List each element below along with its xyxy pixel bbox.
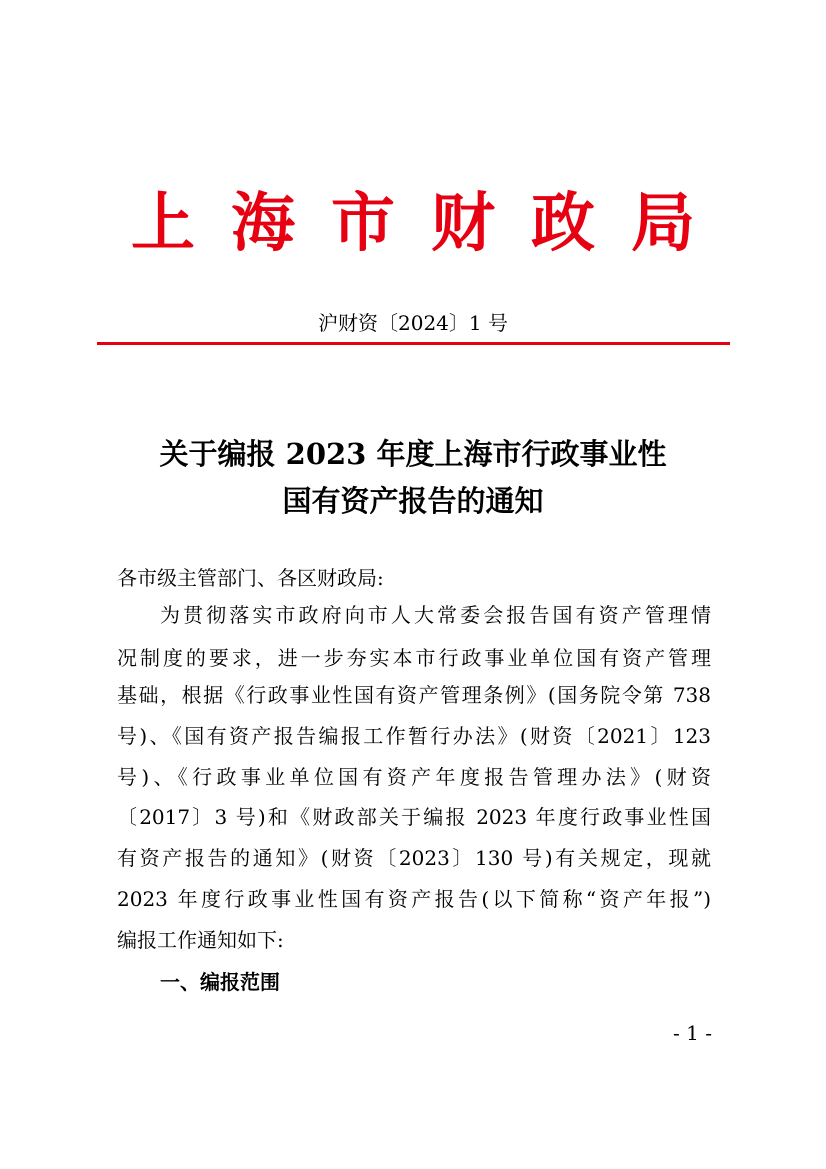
document-number: 沪财资〔2024〕1 号 (318, 311, 508, 335)
paragraph-line: 号)、《国有资产报告编报工作暂行办法》(财资〔2021〕123 (117, 724, 711, 748)
paragraph-line: 基础，根据《行政事业性国有资产管理条例》(国务院令第 738 (117, 683, 711, 707)
paragraph-line: 号)、《行政事业单位国有资产年度报告管理办法》(财资 (117, 765, 711, 789)
page-number: - 1 - (673, 1021, 712, 1045)
document-title-line-1: 关于编报 2023 年度上海市行政事业性 (159, 437, 667, 471)
red-separator-line (97, 342, 730, 345)
paragraph-line: 有资产报告的通知》(财资〔2023〕130 号)有关规定，现就 (117, 846, 711, 870)
paragraph-line: 〔2017〕3 号)和《财政部关于编报 2023 年度行政事业性国 (117, 805, 711, 829)
salutation: 各市级主管部门、各区财政局: (117, 566, 384, 590)
paragraph-line: 为贯彻落实市政府向市人大常委会报告国有资产管理情 (160, 603, 711, 627)
section-heading: 一、编报范围 (160, 970, 280, 994)
issuer-masthead: 上海市财政局 (131, 186, 731, 261)
paragraph-line: 编报工作通知如下: (117, 928, 284, 952)
document-title-line-2: 国有资产报告的通知 (282, 484, 544, 518)
paragraph-line: 况制度的要求，进一步夯实本市行政事业单位国有资产管理 (117, 646, 711, 670)
paragraph-line: 2023 年度行政事业性国有资产报告(以下简称“资产年报”) (117, 887, 711, 911)
